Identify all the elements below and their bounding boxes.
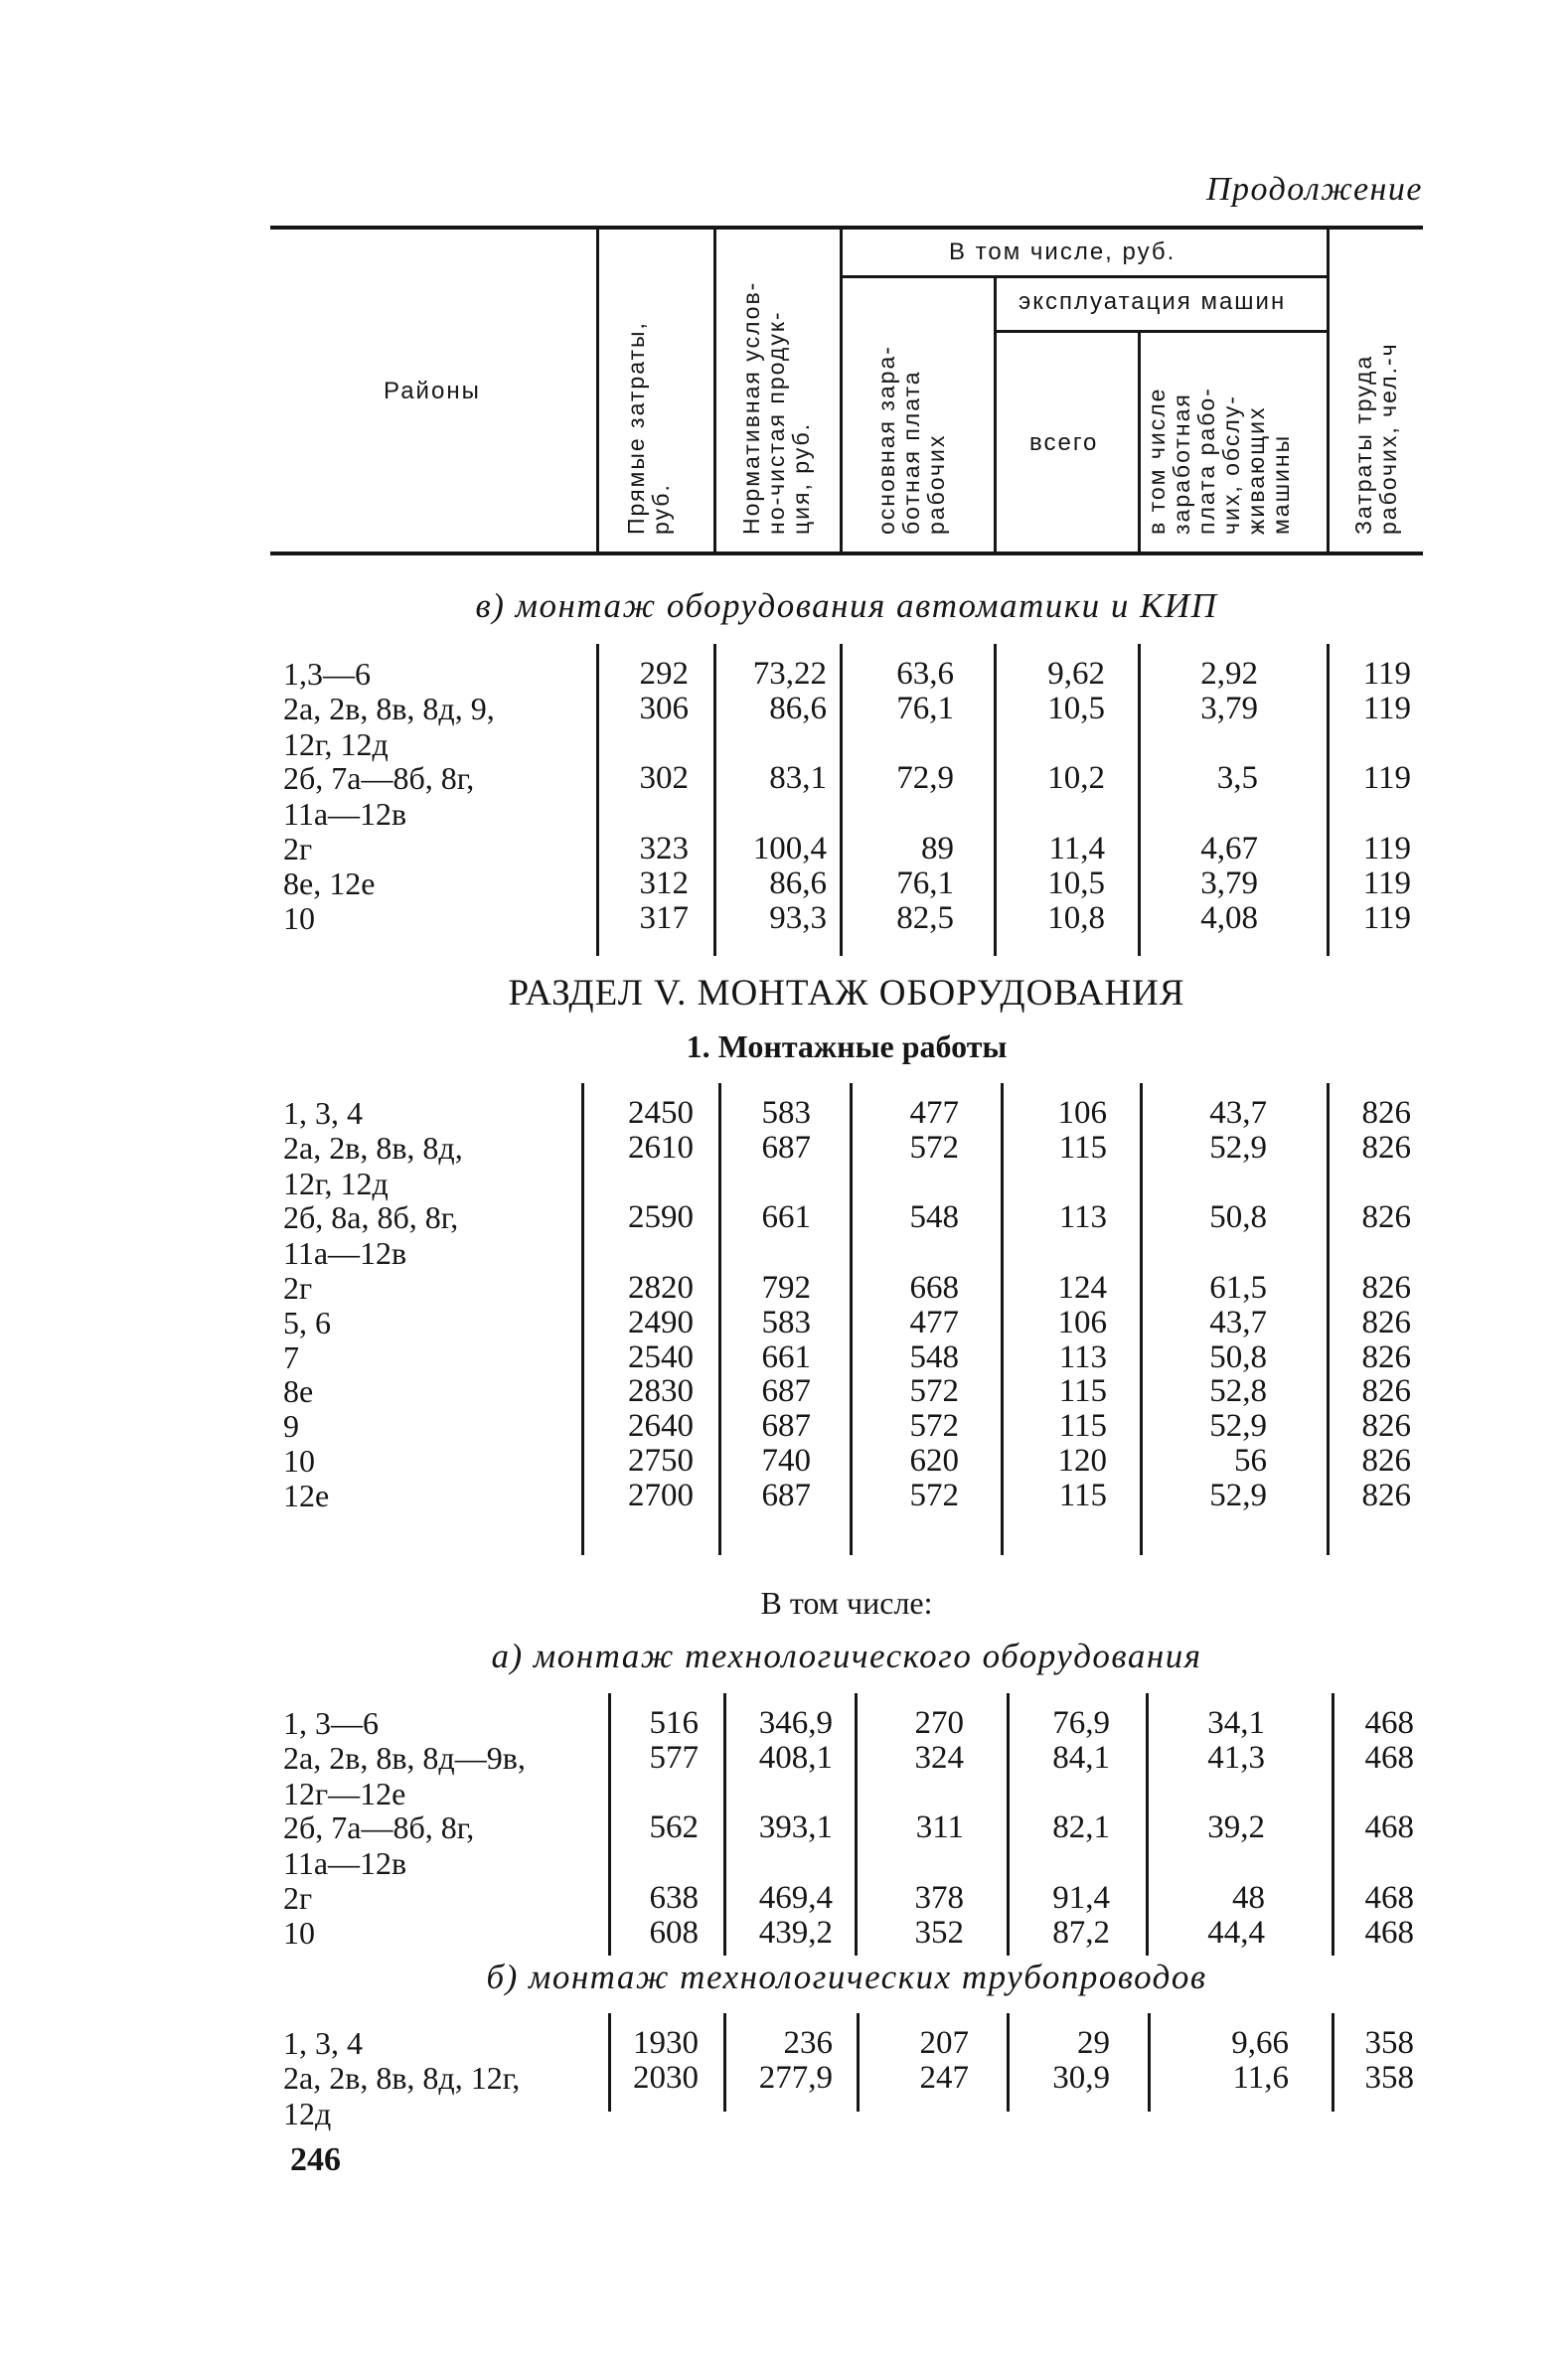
net-output-cell: 86,6: [769, 690, 827, 726]
net-output-cell: 687: [761, 1373, 811, 1410]
direct-costs-cell: 2610: [628, 1129, 694, 1166]
table-row: [0, 1915, 1568, 1951]
direct-costs-cell: 2640: [628, 1408, 694, 1445]
net-output-cell: 93,3: [769, 899, 827, 936]
base-wages-cell: 63,6: [896, 656, 954, 692]
base-wages-cell: 548: [909, 1199, 959, 1236]
direct-costs-cell: 2750: [628, 1443, 694, 1479]
table-row: [0, 1270, 1568, 1306]
net-output-cell: 86,6: [769, 865, 827, 901]
net-output-cell: 277,9: [758, 2059, 833, 2096]
machine-wages-cell: 44,4: [1207, 1914, 1265, 1951]
header-divider: [1327, 230, 1330, 551]
machine-total-cell: 113: [1058, 1338, 1107, 1375]
regions-header: Районы: [384, 378, 481, 404]
incl-wages-header: в том числе заработная плата рабо- чих, обслу- живающих машины: [1144, 387, 1294, 535]
page-number: 246: [290, 2141, 341, 2178]
region-cell: 11а—12в: [283, 1235, 407, 1272]
labor-cell: 468: [1364, 1705, 1414, 1741]
base-wages-cell: 620: [909, 1443, 959, 1479]
labor-cell: 468: [1364, 1914, 1414, 1951]
machine-total-cell: 76,9: [1052, 1705, 1110, 1741]
machine-wages-cell: 56: [1234, 1443, 1267, 1479]
machine-wages-cell: 3,79: [1200, 865, 1258, 901]
block-title: б) монтаж технологических трубопроводов: [486, 1958, 1207, 1996]
region-cell: 11а—12в: [283, 796, 407, 833]
region-cell: 1, 3, 4: [283, 2025, 363, 2061]
region-cell: 1,3—6: [283, 656, 371, 692]
direct-costs-cell: 2450: [628, 1095, 694, 1131]
base-wages-cell: 572: [909, 1408, 959, 1445]
net-output-cell: 408,1: [758, 1739, 833, 1776]
direct-costs-cell: 2030: [633, 2059, 699, 2096]
region-cell: 12г, 12д: [283, 1165, 389, 1201]
machine-wages-cell: 39,2: [1207, 1809, 1265, 1846]
labor-cell: 119: [1362, 831, 1411, 866]
base-wages-cell: 477: [909, 1304, 959, 1340]
continuation-label: Продолжение: [1205, 171, 1423, 208]
direct-costs-cell: 2820: [628, 1270, 694, 1306]
base-wages-cell: 668: [909, 1270, 959, 1306]
machine-wages-cell: 34,1: [1207, 1705, 1265, 1741]
region-cell: 10: [283, 899, 315, 936]
labor-cell: 826: [1361, 1304, 1411, 1340]
machine-total-cell: 9,62: [1047, 656, 1105, 692]
base-wages-cell: 572: [909, 1373, 959, 1410]
including-header: В том числе, руб.: [949, 238, 1176, 265]
machine-total-cell: 10,2: [1047, 760, 1105, 797]
header-subrule: [843, 275, 1327, 278]
machine-total-cell: 10,5: [1047, 690, 1105, 726]
header-bottom-rule: [270, 551, 1423, 555]
direct-costs-cell: 608: [649, 1914, 699, 1951]
direct-costs-cell: 317: [639, 899, 689, 936]
net-output-cell: 439,2: [758, 1914, 833, 1951]
labor-cell: 826: [1361, 1408, 1411, 1445]
region-cell: 8е: [283, 1373, 314, 1410]
region-cell: 2г: [283, 1270, 313, 1306]
machine-wages-cell: 4,08: [1200, 899, 1258, 936]
header-divider: [1138, 333, 1141, 551]
region-cell: 2а, 2в, 8в, 8д,: [283, 1129, 463, 1166]
machine-total-cell: 113: [1058, 1199, 1107, 1236]
section-title: РАЗДЕЛ V. МОНТАЖ ОБОРУДОВАНИЯ: [508, 973, 1185, 1014]
direct-costs-cell: 562: [649, 1809, 699, 1846]
machine-total-cell: 84,1: [1052, 1739, 1110, 1776]
region-cell: 1, 3, 4: [283, 1095, 363, 1131]
machine-operation-header: эксплуатация машин: [1019, 288, 1287, 315]
header-divider: [596, 230, 599, 551]
labor-cell: 358: [1364, 2025, 1414, 2061]
region-cell: 5, 6: [283, 1304, 331, 1340]
machine-total-cell: 87,2: [1052, 1914, 1110, 1951]
base-wages-cell: 207: [919, 2025, 969, 2061]
block-title: в) монтаж оборудования автоматики и КИП: [475, 586, 1218, 625]
region-cell: 2а, 2в, 8в, 8д, 9,: [283, 690, 495, 726]
table-row: [0, 1880, 1568, 1916]
direct-costs-cell: 292: [639, 656, 689, 692]
table-row: [0, 760, 1568, 833]
machine-total-cell: 11,4: [1048, 831, 1105, 866]
subsection-intro: В том числе:: [760, 1585, 933, 1621]
direct-costs-cell: 2700: [628, 1477, 694, 1513]
machine-total-cell: 91,4: [1052, 1880, 1110, 1916]
region-cell: 2г: [283, 831, 313, 866]
net-output-cell: 393,1: [758, 1809, 833, 1846]
machine-wages-cell: 52,9: [1209, 1408, 1267, 1445]
region-cell: 2б, 7а—8б, 8г,: [283, 760, 475, 797]
region-cell: 12д: [283, 2095, 332, 2131]
machine-wages-cell: 52,8: [1209, 1373, 1267, 1410]
labor-header: Затраты труда рабочих, чел.-ч: [1350, 342, 1401, 535]
machine-total-cell: 10,5: [1047, 865, 1105, 901]
machine-wages-cell: 11,6: [1232, 2059, 1289, 2096]
labor-cell: 119: [1362, 690, 1411, 726]
labor-cell: 826: [1361, 1443, 1411, 1479]
labor-cell: 468: [1364, 1739, 1414, 1776]
machine-wages-cell: 61,5: [1209, 1270, 1267, 1306]
net-output-cell: 661: [761, 1338, 811, 1375]
net-output-cell: 687: [761, 1408, 811, 1445]
table-row: [0, 1373, 1568, 1409]
machine-wages-cell: 43,7: [1209, 1304, 1267, 1340]
machine-wages-cell: 2,92: [1200, 656, 1258, 692]
table-row: [0, 1408, 1568, 1444]
net-output-cell: 740: [761, 1443, 811, 1479]
net-output-cell: 687: [761, 1129, 811, 1166]
direct-costs-cell: 306: [639, 690, 689, 726]
machine-total-cell: 115: [1058, 1373, 1107, 1410]
net-output-cell: 583: [761, 1095, 811, 1131]
table-row: [0, 1478, 1568, 1513]
region-cell: 9: [283, 1408, 299, 1445]
table-row: [0, 1443, 1568, 1479]
machine-wages-cell: 50,8: [1209, 1199, 1267, 1236]
direct-costs-cell: 638: [649, 1880, 699, 1916]
labor-cell: 119: [1362, 760, 1411, 797]
table-row: [0, 2025, 1568, 2061]
machine-total-cell: 115: [1058, 1129, 1107, 1166]
header-subrule: [997, 330, 1327, 333]
total-header: всего: [1029, 429, 1099, 456]
base-wages-cell: 548: [909, 1338, 959, 1375]
labor-cell: 358: [1364, 2059, 1414, 2096]
net-output-cell: 792: [761, 1270, 811, 1306]
region-cell: 2б, 7а—8б, 8г,: [283, 1809, 475, 1846]
labor-cell: 468: [1364, 1809, 1414, 1846]
region-cell: 1, 3—6: [283, 1705, 379, 1741]
machine-wages-cell: 43,7: [1209, 1095, 1267, 1131]
table-row: [0, 831, 1568, 866]
direct-costs-cell: 1930: [633, 2025, 699, 2061]
direct-costs-cell: 323: [639, 831, 689, 866]
region-cell: 11а—12в: [283, 1845, 407, 1882]
labor-cell: 119: [1362, 656, 1411, 692]
base-wages-cell: 76,1: [896, 865, 954, 901]
region-cell: 8е, 12е: [283, 865, 376, 901]
machine-wages-cell: 52,9: [1209, 1129, 1267, 1166]
base-wages-header: основная зара- ботная плата рабочих: [873, 345, 949, 535]
net-output-header: Нормативная услов- но-чистая продук- ция, руб.: [738, 280, 814, 535]
machine-wages-cell: 52,9: [1209, 1477, 1267, 1513]
labor-cell: 826: [1361, 1338, 1411, 1375]
direct-costs-cell: 2590: [628, 1199, 694, 1236]
machine-wages-cell: 3,79: [1200, 690, 1258, 726]
base-wages-cell: 477: [909, 1095, 959, 1131]
machine-total-cell: 115: [1058, 1477, 1107, 1513]
table-row: [0, 1705, 1568, 1741]
direct-costs-cell: 577: [649, 1739, 699, 1776]
machine-total-cell: 29: [1077, 2025, 1110, 2061]
labor-cell: 826: [1361, 1373, 1411, 1410]
table-row: [0, 1339, 1568, 1375]
net-output-cell: 73,22: [752, 656, 827, 692]
labor-cell: 826: [1361, 1095, 1411, 1131]
base-wages-cell: 82,5: [896, 899, 954, 936]
table-row: [0, 1739, 1568, 1811]
header-divider: [994, 276, 997, 551]
base-wages-cell: 311: [915, 1809, 964, 1846]
machine-wages-cell: 3,5: [1216, 760, 1258, 797]
net-output-cell: 583: [761, 1304, 811, 1340]
region-cell: 7: [283, 1338, 299, 1375]
header-divider: [713, 230, 716, 551]
net-output-cell: 687: [761, 1477, 811, 1513]
machine-total-cell: 106: [1057, 1095, 1107, 1131]
direct-costs-cell: 2490: [628, 1304, 694, 1340]
base-wages-cell: 89: [921, 831, 954, 866]
region-cell: 10: [283, 1443, 315, 1479]
net-output-cell: 346,9: [758, 1705, 833, 1741]
labor-cell: 119: [1362, 899, 1411, 936]
labor-cell: 468: [1364, 1880, 1414, 1916]
net-output-cell: 661: [761, 1199, 811, 1236]
base-wages-cell: 72,9: [896, 760, 954, 797]
labor-cell: 826: [1361, 1129, 1411, 1166]
base-wages-cell: 572: [909, 1129, 959, 1166]
base-wages-cell: 270: [914, 1705, 964, 1741]
header-top-rule: [270, 226, 1423, 230]
table-row: [0, 865, 1568, 901]
machine-total-cell: 124: [1057, 1270, 1107, 1306]
table-row: [0, 1199, 1568, 1272]
labor-cell: 826: [1361, 1477, 1411, 1513]
table-row: [0, 2059, 1568, 2131]
machine-total-cell: 106: [1057, 1304, 1107, 1340]
labor-cell: 119: [1362, 865, 1411, 901]
machine-total-cell: 82,1: [1052, 1809, 1110, 1846]
direct-costs-header: Прямые затраты, руб.: [623, 321, 674, 535]
machine-wages-cell: 4,67: [1200, 831, 1258, 866]
table-row: [0, 1305, 1568, 1340]
base-wages-cell: 572: [909, 1477, 959, 1513]
block-title: а) монтаж технологического оборудования: [491, 1637, 1202, 1675]
direct-costs-cell: 302: [639, 760, 689, 797]
base-wages-cell: 378: [914, 1880, 964, 1916]
machine-total-cell: 30,9: [1052, 2059, 1110, 2096]
base-wages-cell: 352: [914, 1914, 964, 1951]
region-cell: 2а, 2в, 8в, 8д, 12г,: [283, 2059, 521, 2096]
base-wages-cell: 324: [914, 1739, 964, 1776]
table-row: [0, 1095, 1568, 1131]
net-output-cell: 83,1: [769, 760, 827, 797]
machine-wages-cell: 50,8: [1209, 1338, 1267, 1375]
region-cell: 12г—12е: [283, 1775, 406, 1811]
region-cell: 10: [283, 1914, 315, 1951]
table-row: [0, 690, 1568, 762]
machine-total-cell: 10,8: [1047, 899, 1105, 936]
region-cell: 2б, 8а, 8б, 8г,: [283, 1199, 459, 1236]
region-cell: 12г, 12д: [283, 725, 389, 762]
net-output-cell: 100,4: [752, 831, 827, 866]
machine-wages-cell: 48: [1232, 1880, 1265, 1916]
base-wages-cell: 247: [919, 2059, 969, 2096]
labor-cell: 826: [1361, 1199, 1411, 1236]
net-output-cell: 236: [783, 2025, 833, 2061]
direct-costs-cell: 2830: [628, 1373, 694, 1410]
table-row: [0, 1129, 1568, 1201]
region-cell: 2а, 2в, 8в, 8д—9в,: [283, 1739, 526, 1776]
labor-cell: 826: [1361, 1270, 1411, 1306]
direct-costs-cell: 312: [639, 865, 689, 901]
table-row: [0, 1809, 1568, 1882]
table-row: [0, 656, 1568, 692]
region-cell: 2г: [283, 1880, 313, 1916]
machine-total-cell: 115: [1058, 1408, 1107, 1445]
machine-wages-cell: 41,3: [1207, 1739, 1265, 1776]
direct-costs-cell: 516: [649, 1705, 699, 1741]
direct-costs-cell: 2540: [628, 1338, 694, 1375]
region-cell: 12е: [283, 1477, 330, 1513]
machine-wages-cell: 9,66: [1231, 2025, 1289, 2061]
block-title: 1. Монтажные работы: [686, 1028, 1008, 1064]
net-output-cell: 469,4: [758, 1880, 833, 1916]
table-row: [0, 900, 1568, 936]
base-wages-cell: 76,1: [896, 690, 954, 726]
machine-total-cell: 120: [1057, 1443, 1107, 1479]
